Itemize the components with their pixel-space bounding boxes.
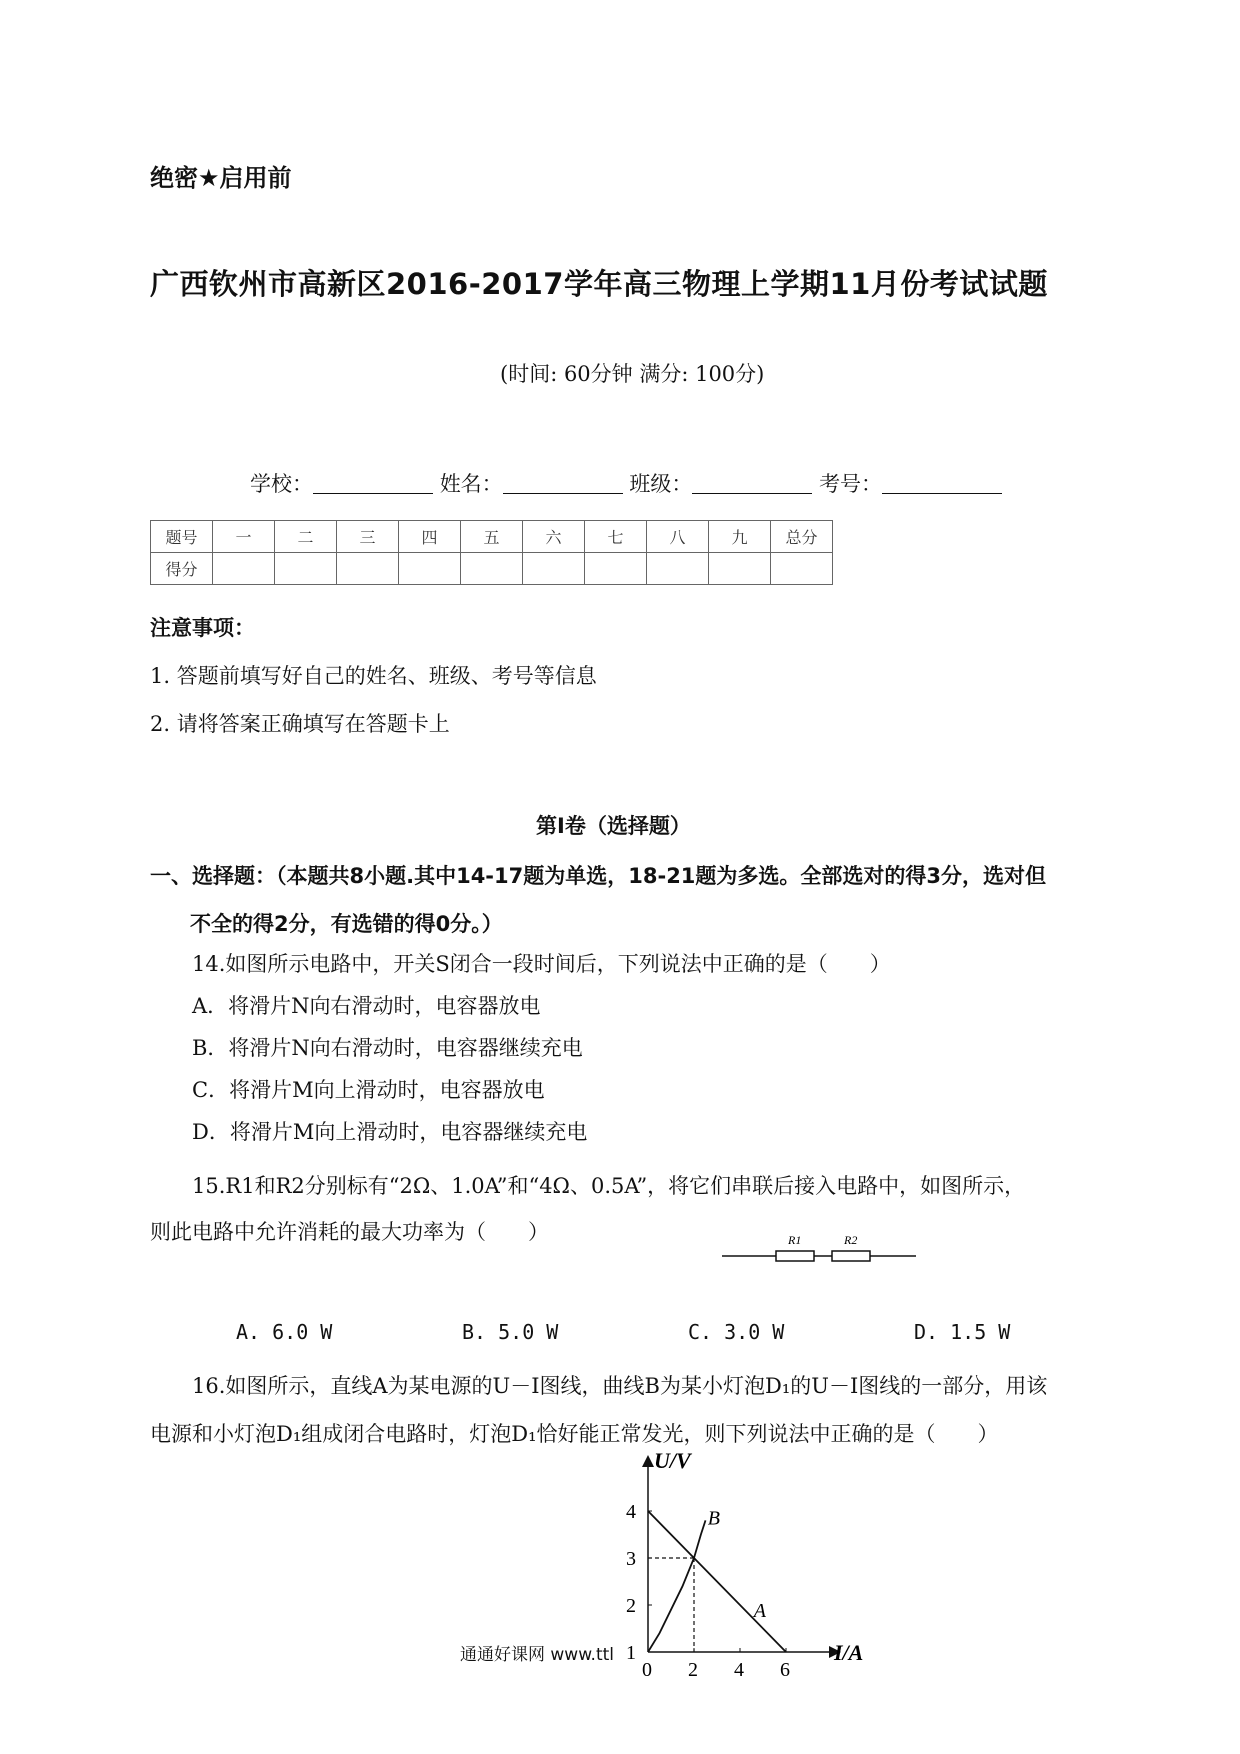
class-blank[interactable] bbox=[692, 473, 812, 494]
name-label: 姓名： bbox=[439, 472, 503, 496]
cell: 四 bbox=[399, 521, 461, 553]
q14-stem: 14.如图所示电路中，开关S闭合一段时间后，下列说法中正确的是（ ） bbox=[192, 952, 891, 976]
x-tick-label: 2 bbox=[688, 1659, 698, 1681]
x-tick-label: 6 bbox=[780, 1659, 790, 1681]
q14-option-b: B．将滑片N向右滑动时，电容器继续充电 bbox=[192, 1036, 583, 1060]
q14-option-a: A．将滑片N向右滑动时，电容器放电 bbox=[192, 994, 541, 1018]
r2-label: R2 bbox=[844, 1233, 858, 1247]
y-tick-label: 1 bbox=[626, 1642, 636, 1664]
r1-label: R1 bbox=[788, 1233, 802, 1247]
score-cell[interactable] bbox=[585, 553, 647, 585]
series-a-line bbox=[648, 1511, 786, 1652]
cell: 七 bbox=[585, 521, 647, 553]
q15-stem-cont: 则此电路中允许消耗的最大功率为（ ） bbox=[150, 1220, 549, 1244]
q15-option-a: A. 6.0 W bbox=[236, 1320, 333, 1344]
cell: 二 bbox=[275, 521, 337, 553]
cell: 一 bbox=[213, 521, 275, 553]
q14-option-d: D．将滑片M向上滑动时，电容器继续充电 bbox=[192, 1120, 588, 1144]
y-tick-label: 3 bbox=[626, 1548, 636, 1570]
score-cell[interactable] bbox=[399, 553, 461, 585]
q16-stem: 16.如图所示，直线A为某电源的U－I图线，曲线B为某小灯泡D₁的U－I图线的一部分，用该 bbox=[192, 1374, 1048, 1398]
notice-heading: 注意事项： bbox=[150, 616, 255, 640]
ui-graph bbox=[600, 1450, 880, 1690]
series-b-label: B bbox=[707, 1507, 721, 1530]
number-label: 考号： bbox=[819, 472, 883, 496]
x-tick-label: 4 bbox=[734, 1659, 744, 1681]
exam-title: 广西钦州市高新区2016-2017学年高三物理上学期11月份考试试题 bbox=[150, 267, 1048, 301]
cell: 总分 bbox=[771, 521, 833, 553]
y-tick-label: 4 bbox=[626, 1501, 636, 1523]
footer-watermark: 通通好课网 www.ttl bbox=[460, 1645, 615, 1665]
score-cell[interactable] bbox=[461, 553, 523, 585]
series-a-label: A bbox=[753, 1599, 767, 1622]
x-tick-label: 0 bbox=[642, 1659, 652, 1681]
part-heading: 第Ⅰ卷（选择题） bbox=[536, 814, 691, 838]
score-cell[interactable] bbox=[275, 553, 337, 585]
cell: 五 bbox=[461, 521, 523, 553]
cell: 三 bbox=[337, 521, 399, 553]
name-blank[interactable] bbox=[503, 473, 623, 494]
number-blank[interactable] bbox=[882, 473, 1002, 494]
score-row bbox=[151, 553, 833, 585]
y-tick-label: 2 bbox=[626, 1595, 636, 1617]
resistor-r2 bbox=[832, 1251, 870, 1261]
notice-item: 2. 请将答案正确填写在答题卡上 bbox=[150, 712, 450, 736]
cell: 得分 bbox=[151, 553, 213, 585]
score-cell[interactable] bbox=[213, 553, 275, 585]
score-cell[interactable] bbox=[709, 553, 771, 585]
q14-option-c: C．将滑片M向上滑动时，电容器放电 bbox=[192, 1078, 545, 1102]
school-blank[interactable] bbox=[313, 473, 433, 494]
notice-item: 1. 答题前填写好自己的姓名、班级、考号等信息 bbox=[150, 664, 597, 688]
score-header-row bbox=[151, 521, 833, 553]
series-resistor-diagram bbox=[720, 1226, 920, 1270]
resistor-r1 bbox=[776, 1251, 814, 1261]
score-table bbox=[150, 520, 833, 585]
cell: 九 bbox=[709, 521, 771, 553]
cell: 题号 bbox=[151, 521, 213, 553]
school-label: 学校： bbox=[250, 472, 313, 496]
q15-option-d: D. 1.5 W bbox=[914, 1320, 1011, 1344]
score-cell[interactable] bbox=[523, 553, 585, 585]
section-instructions: 一、选择题：（本题共8小题.其中14-17题为单选，18-21题为多选。全部选对的得3分，选对但 bbox=[150, 864, 1047, 888]
q16-stem-cont: 电源和小灯泡D₁组成闭合电路时，灯泡D₁恰好能正常发光，则下列说法中正确的是（ ） bbox=[150, 1422, 999, 1446]
q15-option-c: C. 3.0 W bbox=[688, 1320, 785, 1344]
q15-option-b: B. 5.0 W bbox=[462, 1320, 559, 1344]
y-axis-label: U/V bbox=[654, 1450, 691, 1473]
time-info: (时间: 60分钟 满分: 100分) bbox=[500, 362, 765, 386]
q15-stem: 15.R1和R2分别标有“2Ω、1.0A”和“4Ω、0.5A”，将它们串联后接入电路中，如图所示， bbox=[192, 1174, 1026, 1198]
intersection-guides bbox=[648, 1558, 694, 1652]
student-info bbox=[250, 468, 1002, 498]
score-cell[interactable] bbox=[771, 553, 833, 585]
score-cell[interactable] bbox=[337, 553, 399, 585]
cell: 八 bbox=[647, 521, 709, 553]
cell: 六 bbox=[523, 521, 585, 553]
secret-label: 绝密★启用前 bbox=[150, 164, 292, 192]
section-instructions-cont: 不全的得2分，有选错的得0分。） bbox=[190, 912, 503, 936]
score-cell[interactable] bbox=[647, 553, 709, 585]
x-axis-label: I/A bbox=[834, 1640, 864, 1665]
class-label: 班级： bbox=[629, 472, 693, 496]
